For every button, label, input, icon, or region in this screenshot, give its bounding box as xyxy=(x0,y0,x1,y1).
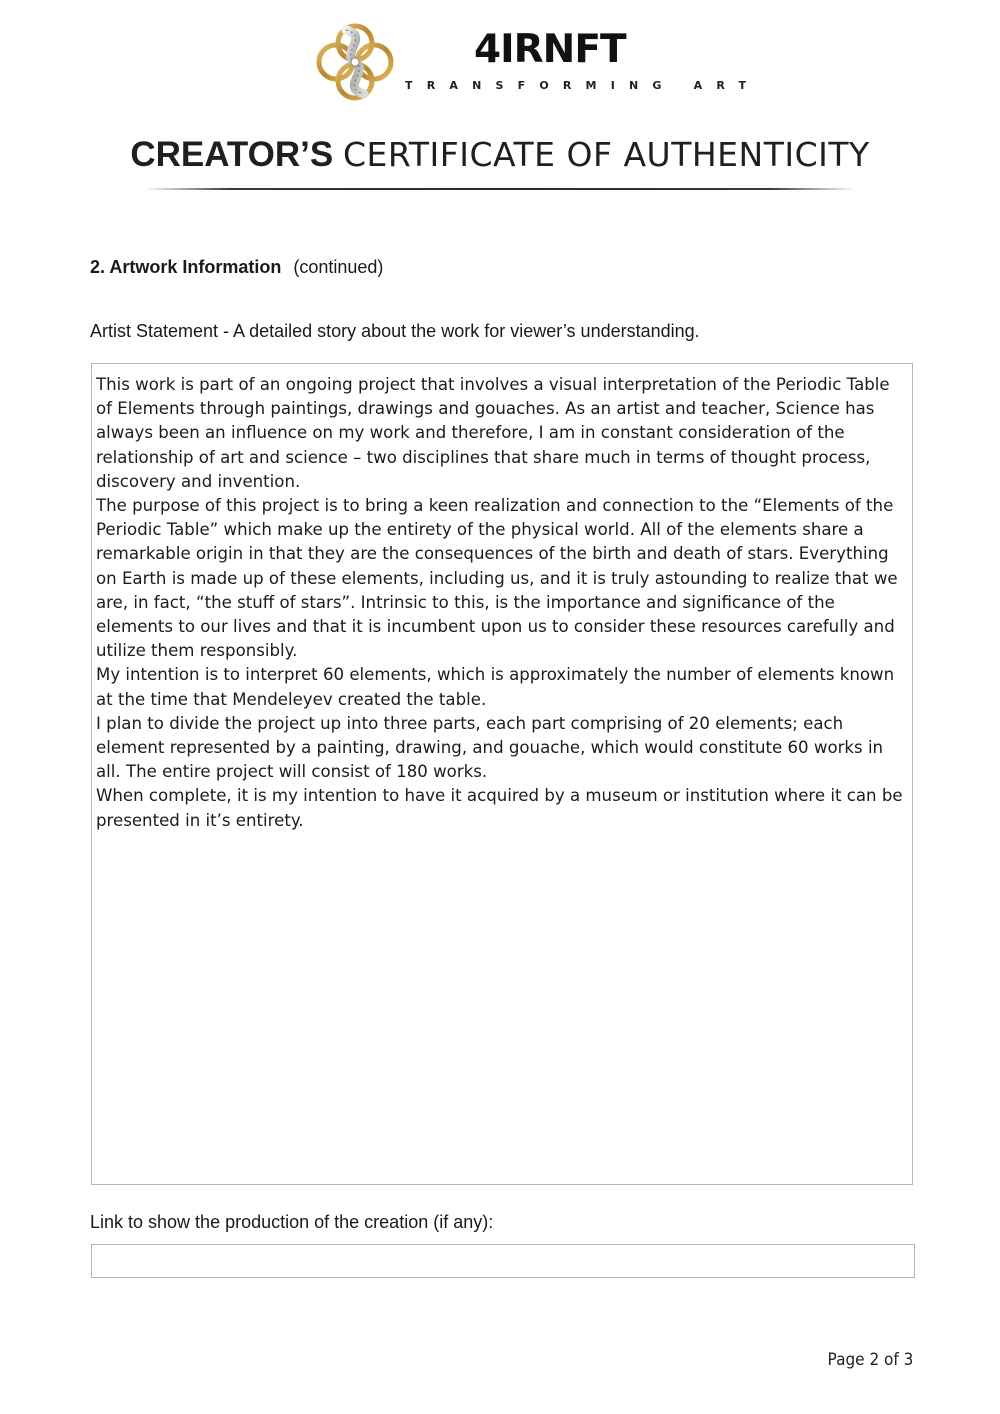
section-heading-title: 2. Artwork Information xyxy=(90,257,282,277)
brand-tagline: TRANSFORMING ART xyxy=(405,79,761,92)
statement-paragraph: This work is part of an ongoing project that involves a visual interpretation of the Periodic Table of Elements through paintings, drawings and gouaches. As an artist and teacher, Science has always been an influence on my work and therefore, I am in constant consideration of the relationship of art and science – two disciplines that share much in terms of thought process, discovery and invention. xyxy=(96,375,890,491)
statement-paragraph: I plan to divide the project up into three parts, each part comprising of 20 elements; each element represented by a painting, drawing, and gouache, which would constitute 60 works in all. The entire project will consist of 180 works. xyxy=(96,713,884,782)
page-number: Page 2 of 3 xyxy=(827,1350,913,1370)
title-divider xyxy=(145,188,855,190)
brand-header xyxy=(316,22,761,104)
page-title xyxy=(0,137,1000,172)
infinity-knot-logo-icon xyxy=(316,22,394,102)
production-link-field[interactable] xyxy=(91,1244,915,1278)
section-heading-continued: (continued) xyxy=(293,257,384,277)
page-title-bold: CREATOR’S xyxy=(130,135,334,174)
page-title-rest: CERTIFICATE OF AUTHENTICITY xyxy=(342,135,870,174)
production-link-label: Link to show the production of the creation (if any): xyxy=(90,1212,494,1232)
statement-paragraph: The purpose of this project is to bring a keen realization and connection to the “Elements of the Periodic Table” which make up the entirety of the physical world. All of the elements share a remarkable origin in that they are the consequences of the birth and death of stars. Everything on Earth is made up of these elements, including us, and it is truly astounding to realize that we are, in fact, “the stuff of stars”. Intrinsic to this, is the importance and significance of the elements to our lives and that it is incumbent upon us to consider these resources carefully and utilize them responsibly. xyxy=(96,496,898,661)
brand-name: 4IRNFT xyxy=(474,27,626,72)
statement-paragraph: When complete, it is my intention to have it acquired by a museum or institution where it can be presented in it’s entirety. xyxy=(96,786,903,830)
artist-statement-field[interactable] xyxy=(91,363,913,1185)
section-heading xyxy=(90,258,383,278)
artist-statement-label: Artist Statement - A detailed story about the work for viewer’s understanding. xyxy=(90,321,700,341)
statement-paragraph: My intention is to interpret 60 elements, which is approximately the number of elements known at the time that Mendeleyev created the table. xyxy=(96,665,895,709)
